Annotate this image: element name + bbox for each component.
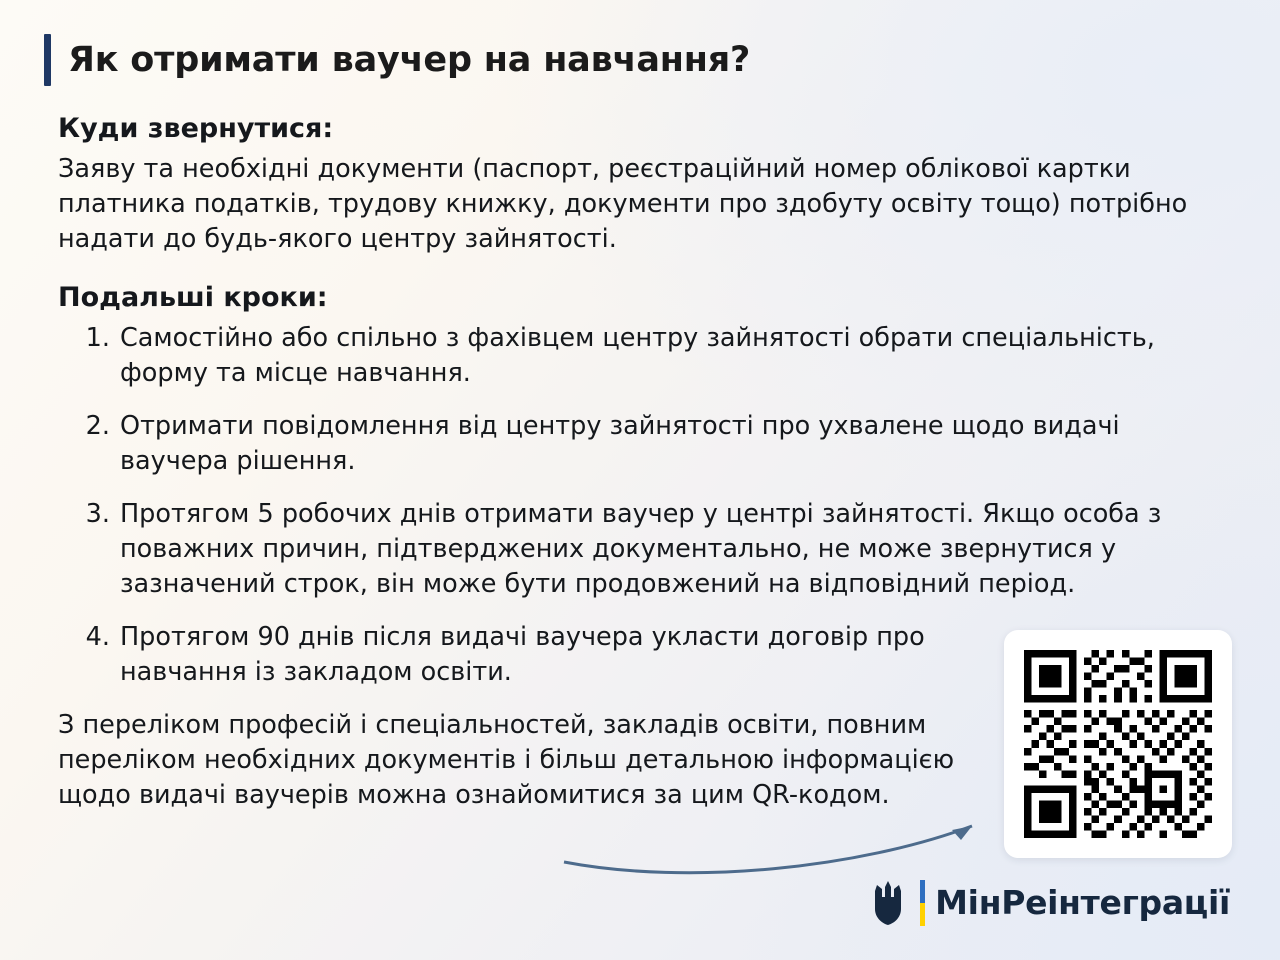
list-item-text: Самостійно або спільно з фахівцем центру зайнятості обрати спеціальність, форму та місце навчання.	[120, 323, 1155, 388]
logo-text: МінРеінтеграції	[935, 883, 1230, 922]
page-title: Як отримати ваучер на навчання?	[68, 40, 751, 80]
list-item	[58, 497, 1218, 602]
ukraine-trident-icon	[868, 879, 908, 927]
section-text-where: Заяву та необхідні документи (паспорт, реєстраційний номер облікової картки платника податків, трудову книжку, документи про здобуту освіту тощо) потрібно надати до будь-якого центру зайнятості.	[58, 154, 1188, 254]
list-item-number: 4.	[85, 622, 110, 652]
list-item	[58, 409, 1218, 479]
page-title-row	[44, 34, 750, 86]
list-item-number: 1.	[85, 323, 110, 353]
list-item-number: 2.	[85, 411, 110, 441]
list-item-text: Протягом 90 днів після видачі ваучера укласти договір про навчання із закладом освіти.	[120, 622, 925, 687]
title-accent-bar	[44, 34, 51, 86]
list-item	[58, 620, 1020, 690]
logo-divider	[920, 880, 925, 926]
qr-code-image	[1024, 650, 1212, 838]
list-item-text: Протягом 5 робочих днів отримати ваучер у центрі зайнятості. Якщо особа з поважних причин, підтверджених документально, не може звернутися у зазначений строк, він може бути продовжений на відповідний період.	[120, 499, 1162, 599]
list-item	[58, 321, 1218, 391]
spacer	[58, 257, 1218, 279]
list-item-number: 3.	[85, 499, 110, 529]
closing-paragraph: З переліком професій і спеціальностей, закладів освіти, повним переліком необхідних документів і більш детальною інформацією щодо видачі ваучерів можна ознайомитися за цим QR-кодом.	[58, 710, 955, 810]
list-item-text: Отримати повідомлення від центру зайнятості про ухвалене щодо видачі ваучера рішення.	[120, 411, 1120, 476]
section-heading-steps: Подальші кроки:	[58, 282, 328, 313]
qr-code[interactable]	[1004, 630, 1232, 858]
ministry-logo	[868, 876, 1230, 930]
section-heading-where: Куди звернутися:	[58, 113, 334, 144]
